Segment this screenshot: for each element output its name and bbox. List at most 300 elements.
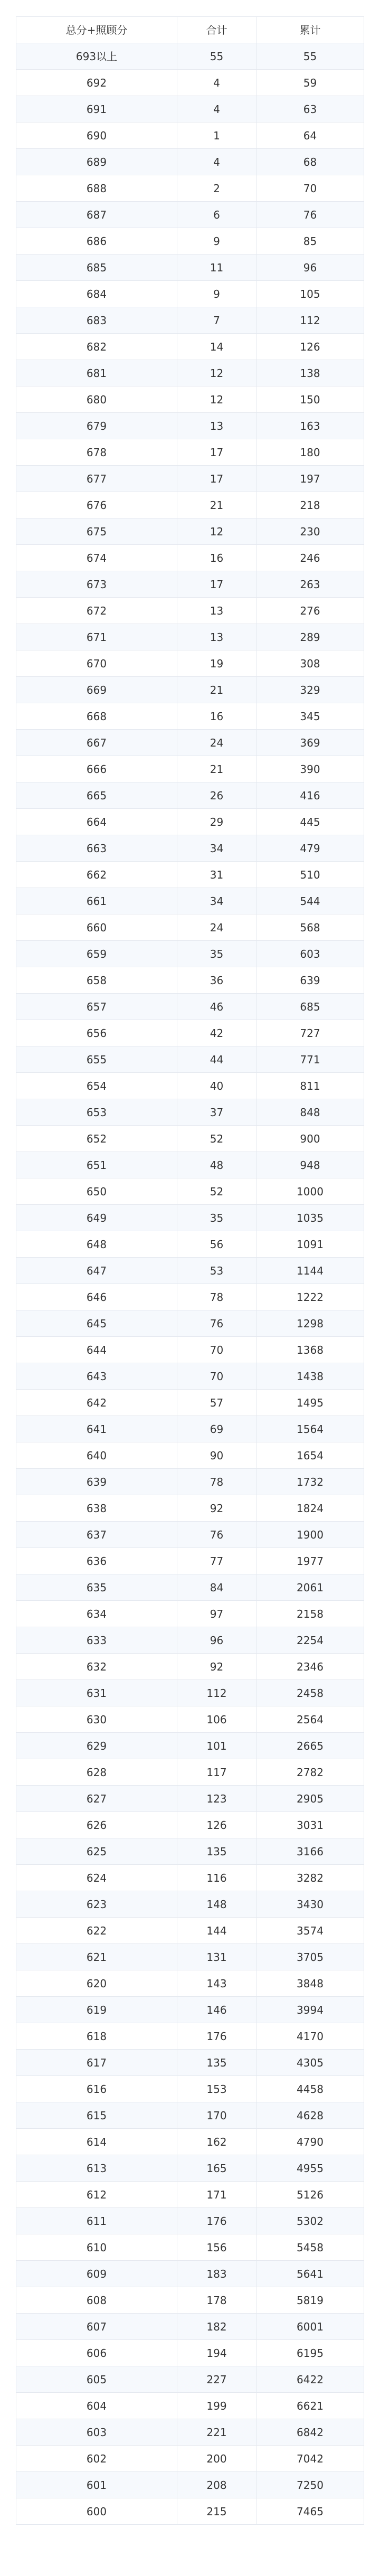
cell-score: 620 bbox=[16, 1970, 177, 1997]
cell-score: 643 bbox=[16, 1363, 177, 1390]
table-row bbox=[16, 2129, 364, 2155]
table-row bbox=[16, 2472, 364, 2498]
cell-count: 42 bbox=[177, 1020, 256, 1046]
cell-cumulative: 2346 bbox=[256, 1654, 364, 1680]
cell-count: 24 bbox=[177, 730, 256, 756]
cell-score: 600 bbox=[16, 2498, 177, 2525]
cell-count: 17 bbox=[177, 571, 256, 598]
cell-score: 614 bbox=[16, 2129, 177, 2155]
cell-score: 641 bbox=[16, 1416, 177, 1442]
cell-cumulative: 1438 bbox=[256, 1363, 364, 1390]
cell-cumulative: 4170 bbox=[256, 2023, 364, 2050]
cell-count: 221 bbox=[177, 2419, 256, 2446]
cell-cumulative: 4458 bbox=[256, 2076, 364, 2102]
cell-cumulative: 263 bbox=[256, 571, 364, 598]
cell-cumulative: 6422 bbox=[256, 2366, 364, 2393]
cell-score: 664 bbox=[16, 809, 177, 835]
cell-cumulative: 6842 bbox=[256, 2419, 364, 2446]
cell-count: 170 bbox=[177, 2102, 256, 2129]
cell-count: 76 bbox=[177, 1310, 256, 1337]
cell-cumulative: 2254 bbox=[256, 1627, 364, 1654]
table-row bbox=[16, 1838, 364, 1865]
cell-cumulative: 126 bbox=[256, 334, 364, 360]
cell-count: 46 bbox=[177, 994, 256, 1020]
cell-score: 632 bbox=[16, 1654, 177, 1680]
cell-score: 673 bbox=[16, 571, 177, 598]
cell-score: 650 bbox=[16, 1178, 177, 1205]
cell-score: 607 bbox=[16, 2314, 177, 2340]
cell-score: 628 bbox=[16, 1759, 177, 1786]
table-row bbox=[16, 1442, 364, 1469]
table-row bbox=[16, 1970, 364, 1997]
cell-count: 44 bbox=[177, 1046, 256, 1073]
cell-cumulative: 55 bbox=[256, 43, 364, 70]
cell-score: 680 bbox=[16, 386, 177, 413]
cell-count: 200 bbox=[177, 2446, 256, 2472]
cell-count: 106 bbox=[177, 1706, 256, 1733]
cell-score: 634 bbox=[16, 1601, 177, 1627]
cell-count: 21 bbox=[177, 492, 256, 518]
table-row bbox=[16, 1469, 364, 1495]
cell-cumulative: 5641 bbox=[256, 2261, 364, 2287]
cell-cumulative: 7250 bbox=[256, 2472, 364, 2498]
cell-score: 655 bbox=[16, 1046, 177, 1073]
cell-count: 34 bbox=[177, 835, 256, 862]
cell-score: 631 bbox=[16, 1680, 177, 1706]
cell-count: 19 bbox=[177, 650, 256, 677]
table-row bbox=[16, 1812, 364, 1838]
table-row bbox=[16, 756, 364, 782]
cell-count: 4 bbox=[177, 96, 256, 122]
cell-count: 135 bbox=[177, 2050, 256, 2076]
cell-score: 615 bbox=[16, 2102, 177, 2129]
cell-score: 688 bbox=[16, 175, 177, 202]
cell-cumulative: 416 bbox=[256, 782, 364, 809]
cell-score: 651 bbox=[16, 1152, 177, 1178]
cell-score: 604 bbox=[16, 2393, 177, 2419]
table-row bbox=[16, 2050, 364, 2076]
cell-score: 670 bbox=[16, 650, 177, 677]
cell-cumulative: 1368 bbox=[256, 1337, 364, 1363]
cell-score: 656 bbox=[16, 1020, 177, 1046]
cell-score: 645 bbox=[16, 1310, 177, 1337]
cell-count: 17 bbox=[177, 466, 256, 492]
cell-count: 52 bbox=[177, 1178, 256, 1205]
table-row bbox=[16, 2419, 364, 2446]
table-row bbox=[16, 386, 364, 413]
header-score: 总分+照顾分 bbox=[16, 17, 177, 43]
table-row bbox=[16, 1654, 364, 1680]
table-row bbox=[16, 1733, 364, 1759]
header-row bbox=[16, 17, 364, 43]
cell-score: 627 bbox=[16, 1786, 177, 1812]
table-row bbox=[16, 439, 364, 466]
table-row bbox=[16, 413, 364, 439]
cell-cumulative: 230 bbox=[256, 518, 364, 545]
cell-score: 633 bbox=[16, 1627, 177, 1654]
table-row bbox=[16, 122, 364, 149]
cell-cumulative: 1035 bbox=[256, 1205, 364, 1231]
cell-cumulative: 727 bbox=[256, 1020, 364, 1046]
cell-cumulative: 96 bbox=[256, 254, 364, 281]
cell-score: 668 bbox=[16, 703, 177, 730]
cell-cumulative: 811 bbox=[256, 1073, 364, 1099]
cell-cumulative: 7042 bbox=[256, 2446, 364, 2472]
table-row bbox=[16, 2023, 364, 2050]
table-row bbox=[16, 2208, 364, 2234]
cell-score: 625 bbox=[16, 1838, 177, 1865]
cell-count: 1 bbox=[177, 122, 256, 149]
cell-count: 131 bbox=[177, 1944, 256, 1970]
table-row bbox=[16, 2366, 364, 2393]
cell-cumulative: 1900 bbox=[256, 1522, 364, 1548]
cell-count: 116 bbox=[177, 1865, 256, 1891]
cell-score: 613 bbox=[16, 2155, 177, 2182]
cell-count: 4 bbox=[177, 149, 256, 175]
cell-cumulative: 3430 bbox=[256, 1891, 364, 1918]
cell-score: 612 bbox=[16, 2182, 177, 2208]
cell-cumulative: 329 bbox=[256, 677, 364, 703]
table-row bbox=[16, 1073, 364, 1099]
cell-cumulative: 308 bbox=[256, 650, 364, 677]
cell-count: 69 bbox=[177, 1416, 256, 1442]
cell-cumulative: 64 bbox=[256, 122, 364, 149]
table-row bbox=[16, 598, 364, 624]
cell-score: 621 bbox=[16, 1944, 177, 1970]
cell-score: 687 bbox=[16, 202, 177, 228]
cell-score: 681 bbox=[16, 360, 177, 386]
table-row bbox=[16, 1416, 364, 1442]
cell-cumulative: 3031 bbox=[256, 1812, 364, 1838]
cell-score: 617 bbox=[16, 2050, 177, 2076]
cell-count: 215 bbox=[177, 2498, 256, 2525]
cell-count: 90 bbox=[177, 1442, 256, 1469]
table-row bbox=[16, 1786, 364, 1812]
cell-score: 636 bbox=[16, 1548, 177, 1574]
table-row bbox=[16, 994, 364, 1020]
table-row bbox=[16, 1574, 364, 1601]
score-distribution-table bbox=[16, 16, 364, 2525]
cell-score: 674 bbox=[16, 545, 177, 571]
cell-count: 12 bbox=[177, 360, 256, 386]
cell-score: 669 bbox=[16, 677, 177, 703]
cell-score: 662 bbox=[16, 862, 177, 888]
table-row bbox=[16, 492, 364, 518]
cell-score: 649 bbox=[16, 1205, 177, 1231]
cell-cumulative: 218 bbox=[256, 492, 364, 518]
cell-cumulative: 2158 bbox=[256, 1601, 364, 1627]
cell-count: 29 bbox=[177, 809, 256, 835]
cell-cumulative: 4790 bbox=[256, 2129, 364, 2155]
table-row bbox=[16, 1495, 364, 1522]
cell-score: 623 bbox=[16, 1891, 177, 1918]
cell-score: 638 bbox=[16, 1495, 177, 1522]
cell-count: 2 bbox=[177, 175, 256, 202]
table-row bbox=[16, 1284, 364, 1310]
cell-count: 84 bbox=[177, 1574, 256, 1601]
cell-cumulative: 76 bbox=[256, 202, 364, 228]
cell-cumulative: 289 bbox=[256, 624, 364, 650]
cell-cumulative: 479 bbox=[256, 835, 364, 862]
table-row bbox=[16, 2498, 364, 2525]
cell-count: 123 bbox=[177, 1786, 256, 1812]
cell-score: 663 bbox=[16, 835, 177, 862]
cell-score: 642 bbox=[16, 1390, 177, 1416]
cell-count: 171 bbox=[177, 2182, 256, 2208]
cell-score: 648 bbox=[16, 1231, 177, 1258]
cell-score: 684 bbox=[16, 281, 177, 307]
cell-count: 57 bbox=[177, 1390, 256, 1416]
table-row bbox=[16, 1627, 364, 1654]
cell-count: 70 bbox=[177, 1337, 256, 1363]
cell-count: 52 bbox=[177, 1126, 256, 1152]
table-row bbox=[16, 571, 364, 598]
cell-cumulative: 5302 bbox=[256, 2208, 364, 2234]
cell-count: 12 bbox=[177, 386, 256, 413]
cell-cumulative: 1732 bbox=[256, 1469, 364, 1495]
cell-score: 678 bbox=[16, 439, 177, 466]
cell-score: 666 bbox=[16, 756, 177, 782]
cell-count: 31 bbox=[177, 862, 256, 888]
cell-score: 693以上 bbox=[16, 43, 177, 70]
cell-cumulative: 5458 bbox=[256, 2234, 364, 2261]
cell-score: 675 bbox=[16, 518, 177, 545]
cell-score: 639 bbox=[16, 1469, 177, 1495]
table-row bbox=[16, 809, 364, 835]
cell-cumulative: 59 bbox=[256, 70, 364, 96]
cell-cumulative: 5819 bbox=[256, 2287, 364, 2314]
cell-count: 35 bbox=[177, 1205, 256, 1231]
cell-count: 144 bbox=[177, 1918, 256, 1944]
cell-count: 112 bbox=[177, 1680, 256, 1706]
table-row bbox=[16, 2102, 364, 2129]
cell-count: 194 bbox=[177, 2340, 256, 2366]
cell-score: 622 bbox=[16, 1918, 177, 1944]
table-row bbox=[16, 1258, 364, 1284]
cell-count: 165 bbox=[177, 2155, 256, 2182]
cell-score: 654 bbox=[16, 1073, 177, 1099]
cell-score: 646 bbox=[16, 1284, 177, 1310]
cell-score: 652 bbox=[16, 1126, 177, 1152]
cell-cumulative: 1824 bbox=[256, 1495, 364, 1522]
cell-cumulative: 2061 bbox=[256, 1574, 364, 1601]
cell-count: 9 bbox=[177, 281, 256, 307]
table-row bbox=[16, 835, 364, 862]
table-row bbox=[16, 1601, 364, 1627]
cell-count: 35 bbox=[177, 941, 256, 967]
table-row bbox=[16, 914, 364, 941]
cell-cumulative: 2564 bbox=[256, 1706, 364, 1733]
cell-score: 682 bbox=[16, 334, 177, 360]
table-row bbox=[16, 703, 364, 730]
cell-count: 78 bbox=[177, 1469, 256, 1495]
cell-cumulative: 3705 bbox=[256, 1944, 364, 1970]
table-row bbox=[16, 1997, 364, 2023]
cell-score: 608 bbox=[16, 2287, 177, 2314]
cell-count: 37 bbox=[177, 1099, 256, 1126]
cell-score: 689 bbox=[16, 149, 177, 175]
table-row bbox=[16, 334, 364, 360]
table-row bbox=[16, 2314, 364, 2340]
cell-count: 13 bbox=[177, 598, 256, 624]
table-row bbox=[16, 43, 364, 70]
cell-count: 17 bbox=[177, 439, 256, 466]
cell-cumulative: 85 bbox=[256, 228, 364, 254]
cell-score: 661 bbox=[16, 888, 177, 914]
cell-count: 97 bbox=[177, 1601, 256, 1627]
cell-count: 117 bbox=[177, 1759, 256, 1786]
cell-cumulative: 2665 bbox=[256, 1733, 364, 1759]
cell-cumulative: 639 bbox=[256, 967, 364, 994]
cell-count: 12 bbox=[177, 518, 256, 545]
cell-count: 13 bbox=[177, 624, 256, 650]
table-row bbox=[16, 2155, 364, 2182]
cell-cumulative: 948 bbox=[256, 1152, 364, 1178]
cell-cumulative: 685 bbox=[256, 994, 364, 1020]
cell-score: 690 bbox=[16, 122, 177, 149]
cell-cumulative: 6195 bbox=[256, 2340, 364, 2366]
cell-score: 602 bbox=[16, 2446, 177, 2472]
cell-cumulative: 3848 bbox=[256, 1970, 364, 1997]
table-row bbox=[16, 1680, 364, 1706]
cell-count: 178 bbox=[177, 2287, 256, 2314]
cell-score: 619 bbox=[16, 1997, 177, 2023]
table-row bbox=[16, 782, 364, 809]
table-row bbox=[16, 1944, 364, 1970]
cell-score: 611 bbox=[16, 2208, 177, 2234]
table-row bbox=[16, 254, 364, 281]
cell-count: 227 bbox=[177, 2366, 256, 2393]
table-row bbox=[16, 175, 364, 202]
cell-count: 21 bbox=[177, 677, 256, 703]
cell-cumulative: 1091 bbox=[256, 1231, 364, 1258]
cell-cumulative: 3994 bbox=[256, 1997, 364, 2023]
cell-count: 156 bbox=[177, 2234, 256, 2261]
table-row bbox=[16, 1918, 364, 1944]
table-row bbox=[16, 2340, 364, 2366]
cell-count: 143 bbox=[177, 1970, 256, 1997]
cell-count: 14 bbox=[177, 334, 256, 360]
cell-score: 660 bbox=[16, 914, 177, 941]
cell-count: 16 bbox=[177, 545, 256, 571]
table-row bbox=[16, 1231, 364, 1258]
cell-count: 16 bbox=[177, 703, 256, 730]
table-row bbox=[16, 1178, 364, 1205]
table-row bbox=[16, 228, 364, 254]
cell-cumulative: 6621 bbox=[256, 2393, 364, 2419]
score-distribution-table-container bbox=[16, 16, 364, 2525]
table-row bbox=[16, 1020, 364, 1046]
cell-count: 56 bbox=[177, 1231, 256, 1258]
cell-count: 153 bbox=[177, 2076, 256, 2102]
table-row bbox=[16, 2446, 364, 2472]
cell-cumulative: 568 bbox=[256, 914, 364, 941]
cell-cumulative: 5126 bbox=[256, 2182, 364, 2208]
cell-score: 692 bbox=[16, 70, 177, 96]
cell-count: 176 bbox=[177, 2023, 256, 2050]
cell-cumulative: 1654 bbox=[256, 1442, 364, 1469]
cell-score: 606 bbox=[16, 2340, 177, 2366]
cell-cumulative: 138 bbox=[256, 360, 364, 386]
cell-cumulative: 4955 bbox=[256, 2155, 364, 2182]
cell-cumulative: 4628 bbox=[256, 2102, 364, 2129]
cell-cumulative: 1564 bbox=[256, 1416, 364, 1442]
cell-count: 183 bbox=[177, 2261, 256, 2287]
cell-score: 626 bbox=[16, 1812, 177, 1838]
table-row bbox=[16, 650, 364, 677]
table-row bbox=[16, 1205, 364, 1231]
cell-score: 618 bbox=[16, 2023, 177, 2050]
cell-count: 34 bbox=[177, 888, 256, 914]
table-row bbox=[16, 1337, 364, 1363]
cell-count: 9 bbox=[177, 228, 256, 254]
cell-score: 605 bbox=[16, 2366, 177, 2393]
cell-score: 610 bbox=[16, 2234, 177, 2261]
cell-cumulative: 63 bbox=[256, 96, 364, 122]
table-row bbox=[16, 2393, 364, 2419]
cell-score: 616 bbox=[16, 2076, 177, 2102]
cell-score: 653 bbox=[16, 1099, 177, 1126]
cell-score: 644 bbox=[16, 1337, 177, 1363]
table-row bbox=[16, 2234, 364, 2261]
table-row bbox=[16, 1865, 364, 1891]
table-row bbox=[16, 1390, 364, 1416]
cell-score: 679 bbox=[16, 413, 177, 439]
cell-count: 13 bbox=[177, 413, 256, 439]
cell-cumulative: 544 bbox=[256, 888, 364, 914]
cell-score: 676 bbox=[16, 492, 177, 518]
table-row bbox=[16, 202, 364, 228]
cell-count: 55 bbox=[177, 43, 256, 70]
cell-score: 672 bbox=[16, 598, 177, 624]
cell-cumulative: 390 bbox=[256, 756, 364, 782]
cell-score: 686 bbox=[16, 228, 177, 254]
table-row bbox=[16, 888, 364, 914]
cell-score: 624 bbox=[16, 1865, 177, 1891]
cell-count: 7 bbox=[177, 307, 256, 334]
cell-count: 6 bbox=[177, 202, 256, 228]
table-row bbox=[16, 518, 364, 545]
cell-score: 665 bbox=[16, 782, 177, 809]
cell-count: 182 bbox=[177, 2314, 256, 2340]
table-row bbox=[16, 2261, 364, 2287]
cell-count: 11 bbox=[177, 254, 256, 281]
cell-score: 635 bbox=[16, 1574, 177, 1601]
cell-count: 176 bbox=[177, 2208, 256, 2234]
table-row bbox=[16, 862, 364, 888]
cell-cumulative: 197 bbox=[256, 466, 364, 492]
cell-count: 96 bbox=[177, 1627, 256, 1654]
cell-cumulative: 276 bbox=[256, 598, 364, 624]
cell-cumulative: 345 bbox=[256, 703, 364, 730]
cell-cumulative: 900 bbox=[256, 1126, 364, 1152]
cell-count: 53 bbox=[177, 1258, 256, 1284]
cell-score: 691 bbox=[16, 96, 177, 122]
cell-score: 657 bbox=[16, 994, 177, 1020]
table-row bbox=[16, 1099, 364, 1126]
cell-cumulative: 510 bbox=[256, 862, 364, 888]
cell-count: 78 bbox=[177, 1284, 256, 1310]
table-row bbox=[16, 2287, 364, 2314]
cell-cumulative: 3282 bbox=[256, 1865, 364, 1891]
cell-score: 683 bbox=[16, 307, 177, 334]
cell-count: 92 bbox=[177, 1654, 256, 1680]
cell-cumulative: 4305 bbox=[256, 2050, 364, 2076]
cell-score: 603 bbox=[16, 2419, 177, 2446]
cell-count: 148 bbox=[177, 1891, 256, 1918]
cell-score: 601 bbox=[16, 2472, 177, 2498]
table-row bbox=[16, 2182, 364, 2208]
